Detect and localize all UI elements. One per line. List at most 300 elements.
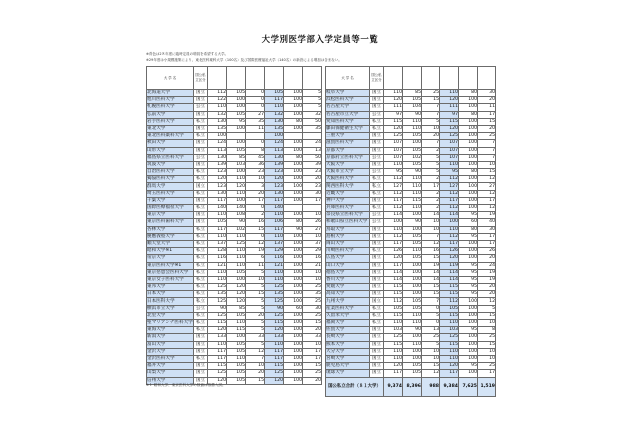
value-cell: 107 [384, 154, 403, 161]
value-cell: 15 [478, 169, 496, 176]
type-cell: 私立 [194, 298, 208, 305]
value-cell: 112 [208, 90, 227, 97]
value-cell: 90 [227, 219, 246, 226]
value-cell: 85 [227, 154, 246, 161]
university-name: 琉球大学 [326, 370, 370, 377]
value-cell: 125 [208, 298, 227, 305]
value-cell: 124 [265, 140, 284, 147]
value-cell: 110 [208, 341, 227, 348]
university-name: 福岡大学 [326, 320, 370, 327]
value-cell: 80 [459, 226, 478, 233]
value-cell: 105 [403, 97, 422, 104]
value-cell: 15 [422, 363, 440, 370]
page-title: 大学別医学部入学定員等一覧 [261, 34, 379, 44]
value-cell: 80 [459, 169, 478, 176]
value-cell: 14 [422, 276, 440, 283]
value-cell: 95 [459, 233, 478, 240]
note-line-2: ※29年度は小規模施策により、東北医科薬科大学（100名）及び国際医療福祉大学（140名）の新設による増加は含まない。 [146, 58, 342, 62]
value-cell: 110 [227, 255, 246, 262]
value-cell: 95 [459, 291, 478, 298]
value-cell: 20 [478, 255, 496, 262]
value-cell: 112 [440, 233, 459, 240]
header-c5 [459, 67, 478, 90]
university-name: 札幌医科大学 [147, 104, 194, 111]
university-name: 旭川医科大学 [147, 97, 194, 104]
value-cell: 105 [265, 90, 284, 97]
university-name: 兵庫医科大学 [326, 205, 370, 212]
value-cell: 117 [384, 370, 403, 377]
table-row [326, 161, 496, 168]
type-cell: 私立 [194, 176, 208, 183]
value-cell: 114 [384, 276, 403, 283]
type-cell: 私立 [194, 291, 208, 298]
university-name: 大分大学 [326, 348, 370, 355]
university-name: 大阪医科大学 [326, 176, 370, 183]
value-cell: 27 [246, 111, 265, 118]
value-cell: 25 [422, 334, 440, 341]
type-cell: 私立 [194, 284, 208, 291]
value-cell: 120 [440, 255, 459, 262]
value-cell: 139 [265, 161, 284, 168]
value-cell: 105 [403, 305, 422, 312]
value-cell: 23 [303, 183, 322, 190]
type-cell: 私立 [370, 183, 384, 190]
university-name: 浜松医科大学 [326, 97, 370, 104]
value-cell: 110 [403, 125, 422, 132]
value-cell: 125 [384, 334, 403, 341]
value-cell: 100 [284, 125, 303, 132]
value-cell: 110 [440, 90, 459, 97]
type-cell: 国立 [194, 377, 208, 384]
header-c4 [440, 67, 459, 90]
value-cell: 0 [246, 90, 265, 97]
note-line-1: ※青色は2８年度に臨時定員の増員を希望する大学。 [146, 52, 229, 56]
table-row [147, 255, 322, 262]
type-cell: 私立 [194, 312, 208, 319]
value-cell: 15 [422, 291, 440, 298]
type-cell: 私立 [194, 262, 208, 269]
value-cell: 110 [265, 104, 284, 111]
table-row [326, 291, 496, 298]
value-cell: 100 [227, 125, 246, 132]
table-row [326, 104, 496, 111]
value-cell: 100 [459, 125, 478, 132]
university-name: 東海大学 [147, 327, 194, 334]
header-c5 [284, 67, 303, 90]
table-row [147, 161, 322, 168]
value-cell: 115 [440, 284, 459, 291]
value-cell: 120 [440, 363, 459, 370]
value-cell: 124 [208, 140, 227, 147]
type-cell: 公立 [194, 154, 208, 161]
value-cell: 111 [384, 104, 403, 111]
value-cell: 21 [303, 262, 322, 269]
value-cell: 20 [478, 125, 496, 132]
university-name: 北里大学 [147, 312, 194, 319]
value-cell: 5 [246, 298, 265, 305]
table-row [326, 269, 496, 276]
value-cell: 100 [459, 176, 478, 183]
value-cell: 20 [422, 133, 440, 140]
value-cell: 100 [459, 305, 478, 312]
table-row [326, 190, 496, 197]
value-cell: 7 [422, 104, 440, 111]
value-cell: 105 [227, 147, 246, 154]
value-cell: 100 [459, 154, 478, 161]
value-cell: 120 [440, 97, 459, 104]
type-cell: 私立 [194, 190, 208, 197]
table-row [326, 255, 496, 262]
right-table [325, 66, 496, 397]
value-cell: 100 [459, 205, 478, 212]
value-cell: 112 [384, 233, 403, 240]
value-cell: 100 [284, 291, 303, 298]
value-cell: 130 [208, 154, 227, 161]
value-cell: 90 [284, 226, 303, 233]
value-cell [303, 133, 322, 140]
value-cell: 40 [478, 219, 496, 226]
type-cell: 国立 [370, 327, 384, 334]
value-cell: 25 [478, 133, 496, 140]
value-cell: 29 [303, 248, 322, 255]
value-cell: 100 [403, 291, 422, 298]
type-cell: 国立 [194, 90, 208, 97]
value-cell: 17 [478, 197, 496, 204]
value-cell: 2 [422, 190, 440, 197]
value-cell: 15 [422, 255, 440, 262]
value-cell: 120 [265, 377, 284, 384]
university-name: 東京女子医科大学 [147, 276, 194, 283]
value-cell: 104 [403, 104, 422, 111]
university-name: 聖マリアンナ医科大学 [147, 320, 193, 326]
table-row [147, 348, 322, 355]
university-name: 岩手医科大学 [147, 118, 194, 125]
type-cell: 私立 [370, 125, 384, 132]
university-name: 山口大学 [326, 262, 370, 269]
value-cell: 117 [440, 370, 459, 377]
value-cell: 100 [227, 276, 246, 283]
value-cell: 105 [227, 269, 246, 276]
value-cell: 12 [246, 348, 265, 355]
table-row [147, 355, 322, 362]
value-cell: 15 [303, 363, 322, 370]
value-cell: 17 [246, 197, 265, 204]
university-name: 熊本大学 [326, 341, 370, 348]
value-cell: 107 [440, 140, 459, 147]
value-cell: 100 [284, 90, 303, 97]
value-cell: 140 [227, 205, 246, 212]
value-cell: 30 [478, 90, 496, 97]
value-cell: 100 [284, 320, 303, 327]
value-cell: 133 [208, 334, 227, 341]
header-c4 [265, 67, 284, 90]
value-cell: 105 [403, 370, 422, 377]
type-cell: 私立 [370, 205, 384, 212]
value-cell: 140 [208, 205, 227, 212]
total-value: 9,384 [440, 377, 459, 396]
value-cell: 120 [265, 176, 284, 183]
table-row [147, 176, 322, 183]
value-cell: 0 [422, 320, 440, 327]
value-cell: 12 [422, 240, 440, 247]
total-row [326, 377, 496, 396]
value-cell: 95 [440, 169, 459, 176]
value-cell: 120 [208, 377, 227, 384]
value-cell: 123 [265, 183, 284, 190]
value-cell: 13 [422, 327, 440, 334]
value-cell: 33 [246, 334, 265, 341]
value-cell: 127 [440, 183, 459, 190]
value-cell: 112 [440, 205, 459, 212]
university-name: 横浜市立大学 [147, 305, 194, 312]
value-cell: 15 [478, 118, 496, 125]
type-cell: 国立 [194, 334, 208, 341]
value-cell: 120 [227, 284, 246, 291]
type-cell: 国立 [370, 334, 384, 341]
type-cell: 私立 [194, 255, 208, 262]
value-cell: 0 [246, 205, 265, 212]
table-row [326, 133, 496, 140]
value-cell: 100 [403, 334, 422, 341]
type-cell: 公立 [370, 219, 384, 226]
type-cell: 国立 [370, 97, 384, 104]
type-cell: 私立 [194, 327, 208, 334]
type-cell: 国立 [370, 262, 384, 269]
value-cell: 5 [246, 284, 265, 291]
table-row [147, 190, 322, 197]
university-name: 山梨大学 [147, 370, 194, 377]
type-cell: 国立 [194, 111, 208, 118]
table-row [326, 125, 496, 132]
left-table [146, 66, 322, 385]
value-cell: 30 [303, 190, 322, 197]
value-cell: 110 [208, 104, 227, 111]
value-cell: 100 [403, 212, 422, 219]
value-cell: 95 [459, 327, 478, 334]
value-cell: 110 [208, 269, 227, 276]
value-cell: 25 [303, 312, 322, 319]
value-cell: 121 [265, 262, 284, 269]
value-cell: 110 [384, 90, 403, 97]
value-cell: 110 [440, 355, 459, 362]
type-cell: 国立 [194, 219, 208, 226]
value-cell: 110 [403, 248, 422, 255]
type-cell: 私立 [370, 190, 384, 197]
value-cell: 100 [284, 334, 303, 341]
value-cell: 5 [246, 341, 265, 348]
value-cell: 100 [459, 161, 478, 168]
university-name: 長崎大学 [326, 334, 370, 341]
type-cell: 国立 [370, 276, 384, 283]
value-cell: 12 [422, 370, 440, 377]
value-cell: 100 [403, 348, 422, 355]
value-cell: 100 [284, 183, 303, 190]
value-cell: 39 [303, 161, 322, 168]
value-cell: 110 [227, 176, 246, 183]
value-cell: 100 [284, 255, 303, 262]
value-cell: 100 [459, 355, 478, 362]
value-cell: 100 [284, 312, 303, 319]
value-cell: 110 [265, 233, 284, 240]
value-cell: 16 [303, 255, 322, 262]
type-cell: 国立 [194, 370, 208, 377]
type-cell: 公立 [194, 305, 208, 312]
table-row [326, 348, 496, 355]
type-cell: 私立 [194, 248, 208, 255]
value-cell: 125 [384, 133, 403, 140]
right-table-header [326, 67, 496, 90]
value-cell: 117 [384, 262, 403, 269]
table-row [147, 320, 322, 327]
type-cell: 国立 [370, 240, 384, 247]
value-cell: 100 [284, 341, 303, 348]
value-cell: 105 [208, 219, 227, 226]
value-cell: 2 [422, 197, 440, 204]
value-cell: 100 [459, 118, 478, 125]
value-cell: 117 [208, 197, 227, 204]
value-cell: 16 [246, 219, 265, 226]
table-row [147, 233, 322, 240]
value-cell: 110 [403, 205, 422, 212]
value-cell: 139 [208, 161, 227, 168]
value-cell: 130 [208, 118, 227, 125]
value-cell: 117 [265, 348, 284, 355]
type-cell: 国立 [194, 140, 208, 147]
value-cell: 100 [284, 233, 303, 240]
value-cell: 117 [208, 355, 227, 362]
value-cell: 125 [208, 370, 227, 377]
total-value: 7,625 [459, 377, 478, 396]
table-row [147, 90, 322, 97]
value-cell: 5 [303, 104, 322, 111]
value-cell: 110 [403, 183, 422, 190]
value-cell: 100 [403, 355, 422, 362]
value-cell: 110 [227, 190, 246, 197]
value-cell: 120 [440, 125, 459, 132]
value-cell: 105 [403, 363, 422, 370]
value-cell: 129 [265, 248, 284, 255]
type-cell: 国立 [194, 161, 208, 168]
value-cell: 115 [208, 363, 227, 370]
table-row [326, 97, 496, 104]
value-cell: 80 [459, 111, 478, 118]
value-cell: 15 [246, 377, 265, 384]
value-cell: 135 [208, 125, 227, 132]
table-row [147, 341, 322, 348]
value-cell: 10 [422, 219, 440, 226]
university-name: 京都府立医科大学 [326, 154, 370, 161]
value-cell: 120 [208, 327, 227, 334]
table-row [326, 276, 496, 283]
value-cell: 100 [227, 197, 246, 204]
value-cell: 110 [265, 212, 284, 219]
value-cell: 7 [422, 140, 440, 147]
table-row [326, 355, 496, 362]
value-cell: 100 [459, 348, 478, 355]
value-cell: 130 [265, 154, 284, 161]
university-name: 愛知医科大学 [326, 118, 370, 125]
value-cell: 116 [265, 255, 284, 262]
value-cell: 100 [459, 104, 478, 111]
value-cell: 12 [478, 190, 496, 197]
university-name: 筑波大学 [147, 161, 194, 168]
value-cell: 103 [440, 327, 459, 334]
value-cell: 112 [384, 205, 403, 212]
type-cell: 私立 [194, 226, 208, 233]
value-cell: 110 [403, 312, 422, 319]
type-cell: 公立 [370, 111, 384, 118]
value-cell: 12 [478, 176, 496, 183]
university-name: 広島大学 [326, 255, 370, 262]
table-row [147, 125, 322, 132]
table-row [326, 312, 496, 319]
value-cell: 110 [265, 341, 284, 348]
value-cell: 132 [208, 111, 227, 118]
value-cell: 100 [459, 197, 478, 204]
value-cell: 110 [208, 276, 227, 283]
value-cell: 110 [384, 226, 403, 233]
table-row [147, 276, 322, 283]
value-cell: 14 [422, 212, 440, 219]
value-cell: 5 [303, 97, 322, 104]
value-cell: 15 [246, 226, 265, 233]
value-cell: 10 [303, 212, 322, 219]
value-cell: 123 [265, 169, 284, 176]
value-cell: 15 [478, 312, 496, 319]
value-cell: 100 [284, 377, 303, 384]
value-cell: 115 [440, 291, 459, 298]
value-cell: 90 [403, 111, 422, 118]
value-cell: 117 [265, 355, 284, 362]
value-cell: 110 [265, 269, 284, 276]
table-row [147, 205, 322, 212]
university-name: 大阪大学 [326, 161, 370, 168]
type-cell: 国立 [194, 125, 208, 132]
value-cell: 100 [459, 147, 478, 154]
type-cell: 国立 [370, 255, 384, 262]
table-row [147, 334, 322, 341]
value-cell: 100 [403, 269, 422, 276]
value-cell: 90 [403, 169, 422, 176]
value-cell: 15 [246, 291, 265, 298]
value-cell: 15 [303, 320, 322, 327]
type-cell: 国立 [194, 97, 208, 104]
type-cell: 私立 [194, 205, 208, 212]
value-cell: 100 [284, 140, 303, 147]
value-cell: 135 [265, 291, 284, 298]
value-cell: 95 [459, 269, 478, 276]
table-row [147, 226, 322, 233]
table-row [147, 240, 322, 247]
value-cell: 12 [246, 240, 265, 247]
value-cell: 20 [246, 190, 265, 197]
value-cell: 80 [284, 118, 303, 125]
value-cell: 35 [303, 125, 322, 132]
value-cell: 125 [208, 312, 227, 319]
value-cell: 10 [303, 233, 322, 240]
table-row [326, 226, 496, 233]
university-name: 藤田保健衛生大学 [326, 125, 370, 132]
value-cell: 100 [459, 133, 478, 140]
type-cell: 国立 [194, 341, 208, 348]
type-cell: 私立 [194, 355, 208, 362]
university-name: 帝京大学 [147, 255, 194, 262]
value-cell: 130 [208, 190, 227, 197]
value-cell: 17 [422, 183, 440, 190]
type-cell: 国立 [370, 269, 384, 276]
value-cell: 100 [284, 147, 303, 154]
value-cell: 108 [227, 212, 246, 219]
